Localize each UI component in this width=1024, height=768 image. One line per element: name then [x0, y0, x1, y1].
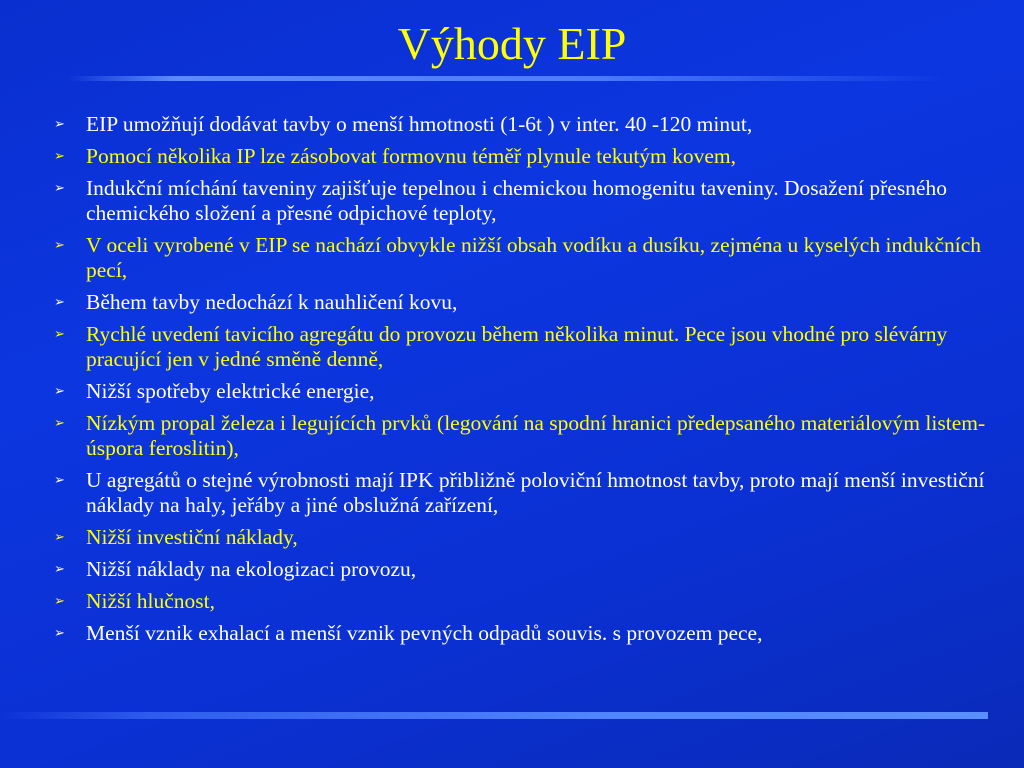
bullet-item — [48, 290, 998, 315]
bullet-item — [48, 144, 998, 169]
bullet-text: Nižší hlučnost, — [86, 589, 215, 613]
bullet-text: Nižší investiční náklady, — [86, 525, 298, 549]
slide-title: Výhody EIP — [397, 18, 627, 69]
bullet-text: Nižší náklady na ekologizaci provozu, — [86, 557, 417, 581]
arrow-bullet-icon: ➢ — [54, 473, 65, 488]
bullet-text: Pomocí několika IP lze zásobovat formovnu téměř plynule tekutým kovem, — [86, 144, 737, 168]
title-underline — [68, 76, 948, 81]
arrow-bullet-icon: ➢ — [54, 238, 65, 253]
arrow-bullet-icon: ➢ — [54, 117, 65, 132]
bullet-item — [48, 233, 998, 283]
bullet-text: Menší vznik exhalací a menší vznik pevných odpadů souvis. s provozem pece, — [86, 621, 763, 645]
arrow-bullet-icon: ➢ — [54, 530, 65, 545]
arrow-bullet-icon: ➢ — [54, 295, 65, 310]
bullet-item — [48, 322, 998, 372]
bullet-item — [48, 525, 998, 550]
bullet-item — [48, 621, 998, 646]
bullet-item — [48, 411, 998, 461]
bullet-text: Během tavby nedochází k nauhličení kovu, — [86, 290, 458, 314]
arrow-bullet-icon: ➢ — [54, 562, 65, 577]
arrow-bullet-icon: ➢ — [54, 594, 65, 609]
bullet-text: U agregátů o stejné výrobnosti mají IPK přibližně poloviční hmotnost tavby, proto mají menší investiční náklady na haly, jeřáby a jiné obslužná zařízení, — [86, 468, 985, 517]
bullet-text: Nízkým propal železa i legujících prvků (legování na spodní hranici předepsaného materiálovým listem- úspora feroslitin), — [86, 411, 986, 460]
bullet-item — [48, 112, 998, 137]
footer-rule — [0, 712, 988, 719]
arrow-bullet-icon: ➢ — [54, 416, 65, 431]
bullet-text: Nižší spotřeby elektrické energie, — [86, 379, 375, 403]
bullet-text: Indukční míchání taveniny zajišťuje tepelnou i chemickou homogenitu taveniny. Dosažení přesného chemického složení a přesné odpichové teploty, — [86, 176, 947, 225]
arrow-bullet-icon: ➢ — [54, 181, 65, 196]
bullet-item — [48, 468, 998, 518]
bullet-text: Rychlé uvedení tavicího agregátu do provozu během několika minut. Pece jsou vhodné pro slévárny pracující jen v jedné směně denně, — [86, 322, 948, 371]
bullet-item — [48, 557, 998, 582]
bullet-text: EIP umožňují dodávat tavby o menší hmotnosti (1-6t ) v inter. 40 -120 minut, — [86, 112, 753, 136]
bullet-item — [48, 176, 998, 226]
bullet-text: V oceli vyrobené v EIP se nachází obvykle nižší obsah vodíku a dusíku, zejména u kyselých indukčních pecí, — [86, 233, 982, 282]
bullet-list — [48, 112, 998, 653]
bullet-item — [48, 379, 998, 404]
arrow-bullet-icon: ➢ — [54, 626, 65, 641]
arrow-bullet-icon: ➢ — [54, 149, 65, 164]
bullet-item — [48, 589, 998, 614]
arrow-bullet-icon: ➢ — [54, 327, 65, 342]
arrow-bullet-icon: ➢ — [54, 384, 65, 399]
